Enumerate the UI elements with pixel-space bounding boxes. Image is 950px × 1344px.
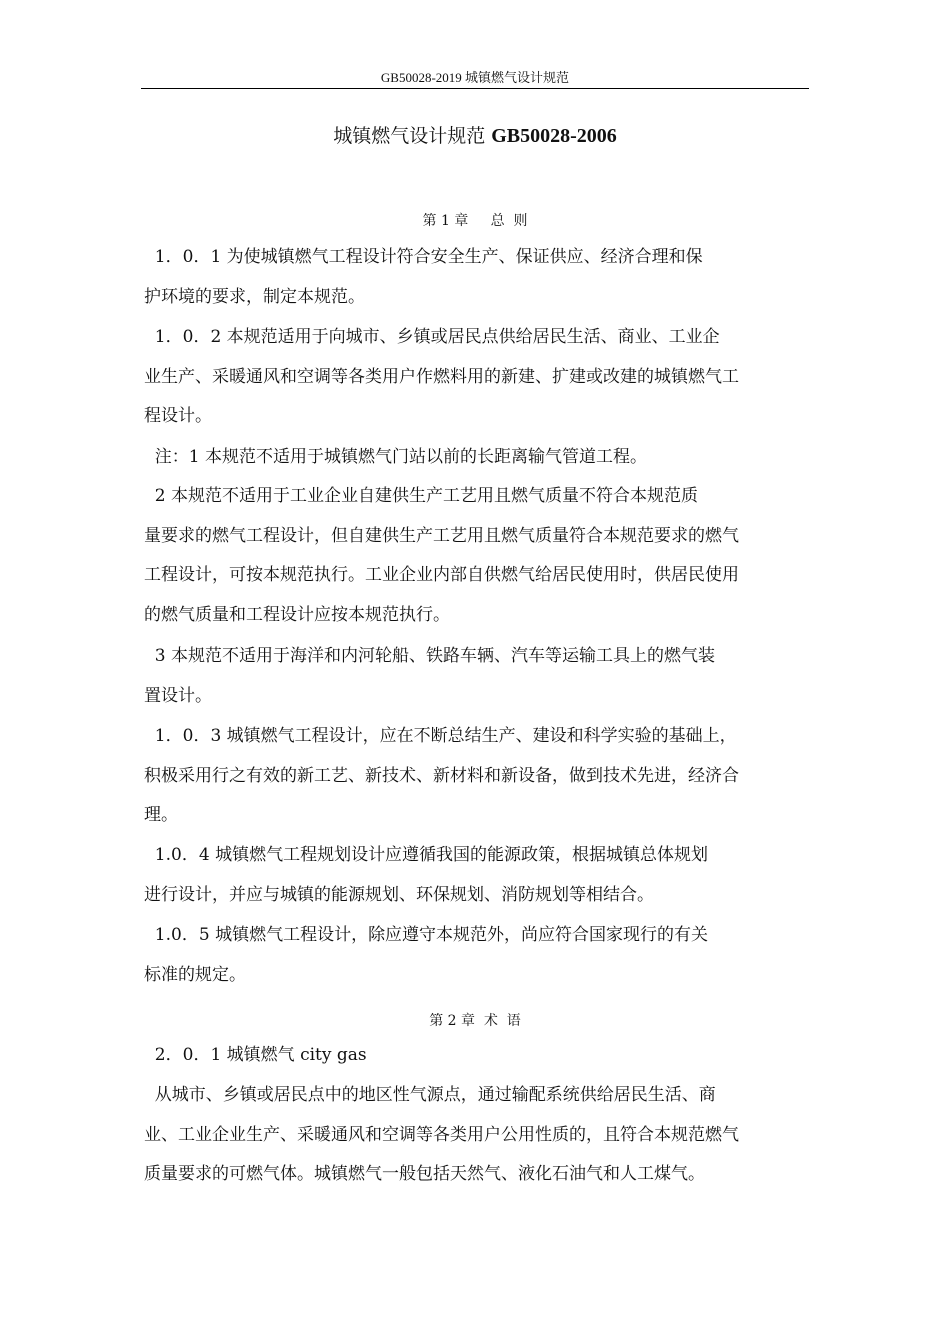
- clause-1-0-5: [144, 916, 812, 995]
- line: 标准的规定。: [144, 964, 246, 985]
- term-2-0-1: [144, 1036, 812, 1076]
- clause-1-0-3: [144, 717, 812, 836]
- line: 从城市、乡镇或居民点中的地区性气源点，通过输配系统供给居民生活、商: [144, 1085, 716, 1105]
- document-title: [141, 123, 809, 149]
- note-3: [144, 637, 812, 716]
- line: 程设计。: [144, 406, 212, 426]
- line: 进行设计，并应与城镇的能源规划、环保规划、消防规划等相结合。: [144, 884, 654, 905]
- line: 量要求的燃气工程设计，但自建供生产工艺用且燃气质量符合本规范要求的燃气: [144, 525, 739, 546]
- note-1: [144, 438, 812, 478]
- line: 积极采用行之有效的新工艺、新技术、新材料和新设备，做到技术先进，经济合: [144, 765, 739, 786]
- line: 2 本规范不适用于工业企业自建供生产工艺用且燃气质量不符合本规范质: [144, 486, 699, 506]
- line: 2．0．1 城镇燃气 city gas: [144, 1045, 367, 1065]
- title-code: GB50028-2006: [491, 125, 617, 147]
- clause-1-0-2: [144, 318, 812, 437]
- line: 置设计。: [144, 685, 212, 706]
- definition-2-0-1: [144, 1076, 812, 1195]
- line: 1.0．4 城镇燃气工程规划设计应遵循我国的能源政策，根据城镇总体规划: [144, 845, 709, 865]
- line: 注：1 本规范不适用于城镇燃气门站以前的长距离输气管道工程。: [144, 447, 648, 467]
- line: 1．0．3 城镇燃气工程设计，应在不断总结生产、建设和科学实验的基础上，: [144, 726, 737, 746]
- line: 护环境的要求，制定本规范。: [144, 286, 365, 307]
- clause-1-0-4: [144, 836, 812, 915]
- line: 业、工业企业生产、采暖通风和空调等各类用户公用性质的，且符合本规范燃气: [144, 1124, 739, 1145]
- chapter-1-heading: 第 1 章 总 则: [422, 213, 528, 229]
- line: 工程设计，可按本规范执行。工业企业内部自供燃气给居民使用时，供居民使用: [144, 565, 739, 585]
- line: 1.0．5 城镇燃气工程设计，除应遵守本规范外，尚应符合国家现行的有关: [144, 925, 709, 945]
- line: 的燃气质量和工程设计应按本规范执行。: [144, 604, 450, 625]
- running-header: GB50028-2019 城镇燃气设计规范: [380, 70, 570, 85]
- note-2: [144, 477, 812, 635]
- line: 1．0．2 本规范适用于向城市、乡镇或居民点供给居民生活、商业、工业企: [144, 327, 720, 347]
- line: 理。: [144, 805, 178, 825]
- chapter-2-heading: 第 2 章 术 语: [429, 1013, 521, 1029]
- clause-1-0-1: [144, 238, 812, 317]
- header-rule: [141, 88, 809, 89]
- line: 3 本规范不适用于海洋和内河轮船、铁路车辆、汽车等运输工具上的燃气装: [144, 646, 716, 666]
- line: 质量要求的可燃气体。城镇燃气一般包括天然气、液化石油气和人工煤气。: [144, 1164, 705, 1184]
- title-text: 城镇燃气设计规范: [333, 125, 486, 147]
- line: 1．0．1 为使城镇燃气工程设计符合安全生产、保证供应、经济合理和保: [144, 247, 703, 267]
- line: 业生产、采暖通风和空调等各类用户作燃料用的新建、扩建或改建的城镇燃气工: [144, 366, 739, 387]
